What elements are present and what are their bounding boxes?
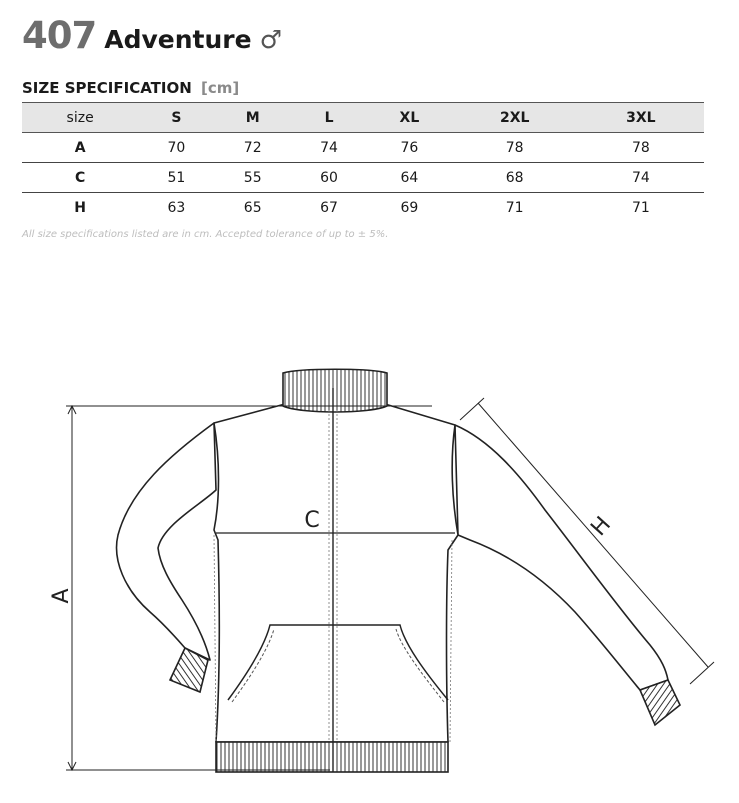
spec-title bbox=[22, 79, 239, 97]
tolerance-note: All size specifications listed are in cm. Accepted tolerance of up to ± 5%. bbox=[22, 229, 389, 240]
hem-rib bbox=[216, 742, 448, 772]
table-cell: 78 bbox=[452, 133, 578, 163]
table-cell: 51 bbox=[138, 163, 214, 193]
label-a: A bbox=[49, 588, 74, 604]
spec-unit: [cm] bbox=[201, 79, 240, 97]
row-label: A bbox=[22, 133, 138, 163]
male-icon: ♂ bbox=[259, 25, 282, 54]
size-col-header: XL bbox=[367, 103, 451, 133]
table-cell: 70 bbox=[138, 133, 214, 163]
table-cell: 78 bbox=[578, 133, 704, 163]
table-cell: 67 bbox=[320, 199, 338, 216]
size-corner-label: size bbox=[22, 103, 138, 133]
size-col-header: 3XL bbox=[578, 103, 704, 133]
spec-title-text: SIZE SPECIFICATION bbox=[22, 79, 192, 97]
table-row bbox=[22, 133, 704, 163]
size-col-header: 2XL bbox=[452, 103, 578, 133]
table-cell: 71 bbox=[505, 199, 524, 216]
table-cell: 69 bbox=[400, 199, 419, 216]
jacket-diagram bbox=[0, 340, 739, 780]
table-cell: 68 bbox=[452, 163, 578, 193]
size-col-header: S bbox=[138, 103, 214, 133]
table-cell: 71 bbox=[631, 199, 650, 216]
size-table bbox=[22, 102, 704, 222]
product-number: 407 bbox=[22, 14, 97, 57]
table-cell: 72 bbox=[215, 133, 291, 163]
table-cell: 74 bbox=[291, 133, 367, 163]
label-h: H bbox=[586, 512, 616, 542]
table-row bbox=[22, 193, 704, 223]
size-col-header: M bbox=[215, 103, 291, 133]
table-cell: 60 bbox=[291, 163, 367, 193]
product-header bbox=[22, 14, 282, 57]
label-c: C bbox=[304, 508, 320, 533]
table-row bbox=[22, 163, 704, 193]
table-cell: 63 bbox=[167, 199, 186, 216]
table-cell: 76 bbox=[367, 133, 451, 163]
table-cell: 65 bbox=[243, 199, 262, 216]
row-label: C bbox=[22, 163, 138, 193]
table-cell: 74 bbox=[578, 163, 704, 193]
table-cell: 64 bbox=[367, 163, 451, 193]
product-name: Adventure bbox=[104, 25, 252, 54]
size-col-header: L bbox=[291, 103, 367, 133]
size-table-header-row bbox=[22, 103, 704, 133]
row-label: H bbox=[74, 199, 86, 216]
table-cell: 55 bbox=[215, 163, 291, 193]
